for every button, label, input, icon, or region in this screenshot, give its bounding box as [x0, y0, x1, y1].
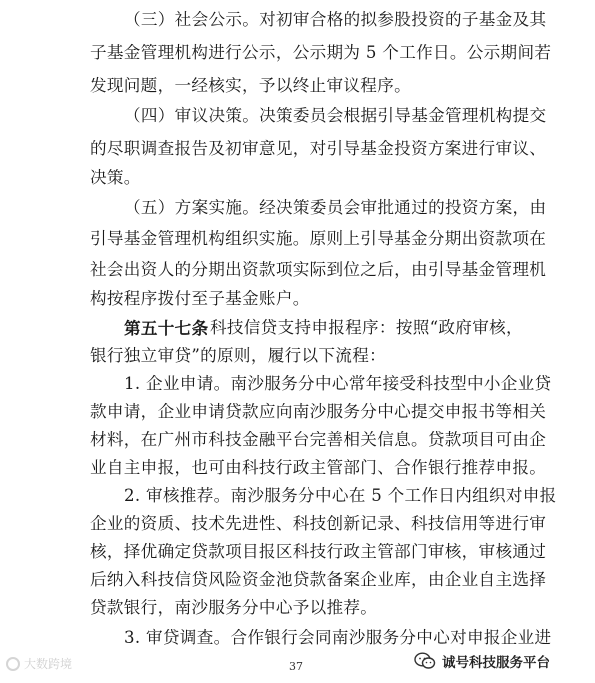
- text-line: 后纳入科技信贷风险资金池贷款备案企业库，由企业自主选择: [90, 570, 547, 589]
- text-line: 核，择优确定贷款项目报区科技行政主管部门审核，审核通过: [90, 542, 547, 561]
- text-line: 的尽职调查报告及初审意见，对引导基金投资方案进行审议、: [90, 139, 547, 158]
- text-line: 科技信贷支持申报程序：按照“政府审核，: [210, 318, 523, 337]
- watermark-left-text: 大数跨境: [24, 657, 73, 671]
- text-line: 贷款银行，南沙服务分中心予以推荐。: [90, 598, 378, 617]
- watermark-right-text: 诚号科技服务平台: [442, 655, 550, 671]
- watermark-logo-icon: [6, 657, 20, 671]
- text-line: （三）社会公示。对初审合格的拟参股投资的子基金及其: [124, 10, 547, 29]
- text-line: 款申请，企业申请贷款应向南沙服务分中心提交申报书等相关: [90, 402, 547, 421]
- article-heading: 第五十七条: [124, 318, 209, 338]
- text-line: 企业的资质、技术先进性、科技创新记录、科技信用等进行审: [90, 514, 547, 533]
- text-line: 业自主申报，也可由科技行政主管部门、合作银行推荐申报。: [90, 458, 547, 477]
- text-line: 决策。: [90, 168, 141, 187]
- text-line: （四）审议决策。决策委员会根据引导基金管理机构提交: [124, 106, 547, 125]
- text-line: 银行独立审贷”的原则，履行以下流程：: [90, 346, 386, 365]
- text-line: 3. 审贷调查。合作银行会同南沙服务分中心对申报企业进: [124, 628, 552, 647]
- page-number: 37: [289, 660, 303, 673]
- text-line: 引导基金管理机构组织实施。原则上引导基金分期出资款项在: [90, 229, 547, 248]
- watermark-left: [6, 655, 72, 672]
- text-line: 1. 企业申请。南沙服务分中心常年接受科技型中小企业贷: [124, 374, 552, 393]
- text-line: 构按程序拨付至子基金账户。: [90, 289, 310, 308]
- text-line: 材料，在广州市科技金融平台完善相关信息。贷款项目可由企: [90, 430, 547, 449]
- text-line: 发现问题，一经核实，予以终止审议程序。: [90, 76, 411, 95]
- text-line: 子基金管理机构进行公示，公示期为 5 个工作日。公示期间若: [90, 43, 552, 62]
- wechat-icon: [414, 652, 436, 670]
- text-line: （五）方案实施。经决策委员会审批通过的投资方案，由: [124, 198, 547, 217]
- text-line: 社会出资人的分期出资款项实际到位之后，由引导基金管理机: [90, 260, 547, 279]
- watermark-right: [410, 650, 554, 672]
- text-line: 2. 审核推荐。南沙服务分中心在 5 个工作日内组织对申报: [124, 486, 557, 505]
